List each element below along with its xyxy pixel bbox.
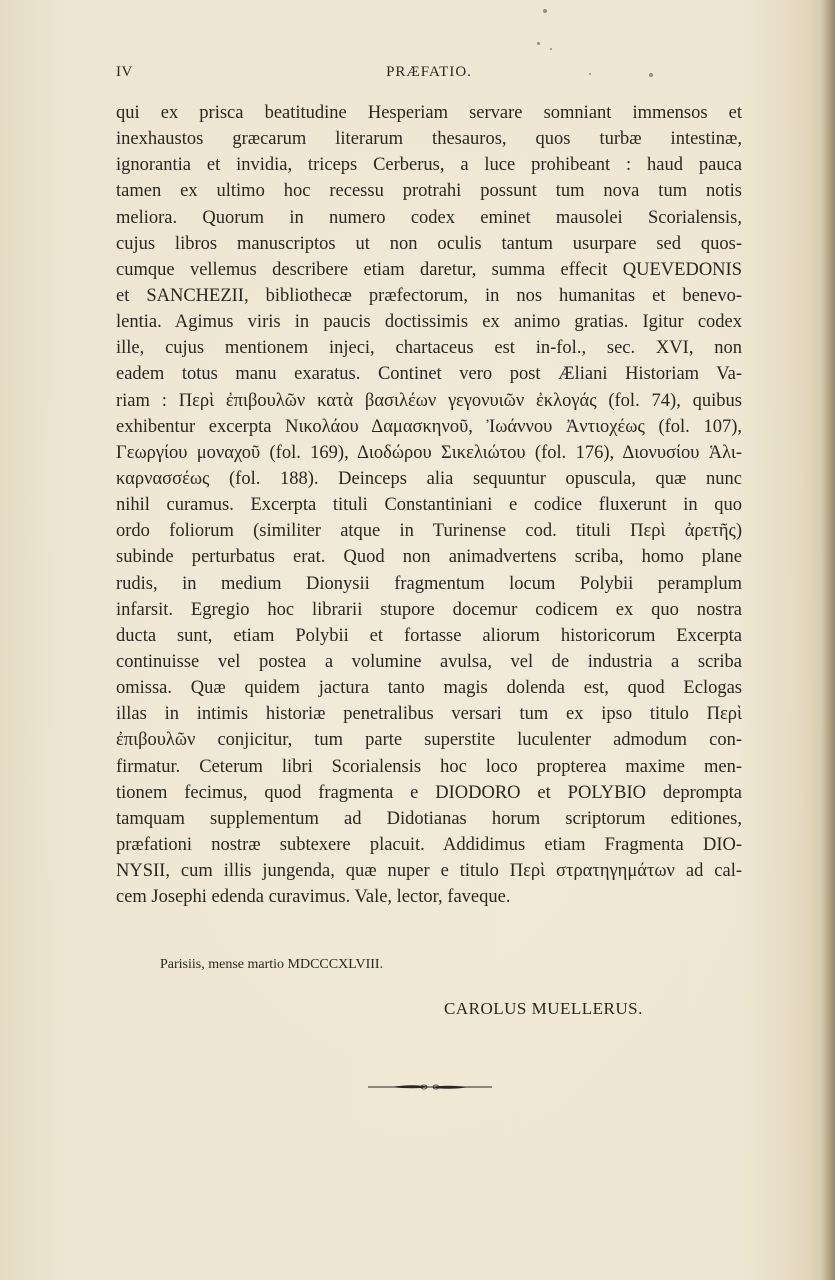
text-line: riam : Περὶ ἐπιβουλῶν κατὰ βασιλέων γεγονυιῶν ἐκλογάς (fol. 74), quibus [116,390,742,411]
text-line: et SANCHEZII, bibliothecæ præfectorum, in nos humanitas et benevo- [116,285,742,306]
page-edge-shadow [821,0,835,1280]
foxing-spot [543,9,547,13]
text-line: ille, cujus mentionem injeci, chartaceus est in-fol., sec. XVI, non [116,338,742,359]
text-line: cem Josephi edenda curavimus. Vale, lector, faveque. [116,887,511,908]
text-line: tamen ex ultimo hoc recessu protrahi possunt tum nova tum notis [116,181,742,202]
text-line: tamquam supplementum ad Didotianas horum scriptorum editiones, [116,808,742,829]
tailpiece-rule-ornament-icon [368,1081,492,1093]
foxing-spot [649,73,653,77]
text-line: qui ex prisca beatitudine Hesperiam servare somniant immensos et [116,103,742,123]
text-line: illas in intimis historiæ penetralibus versari tum ex ipso titulo Περὶ [116,704,742,725]
text-line: omissa. Quæ quidem jactura tanto magis dolenda est, quod Eclogas [116,678,742,699]
signature: CAROLUS MUELLERUS. [444,999,643,1018]
preface-text [116,100,742,910]
foxing-spot [550,48,552,50]
text-line: NYSII, cum illis jungenda, quæ nuper e titulo Περὶ στρατηγημάτων ad cal- [116,861,742,882]
text-line: eadem totus manu exaratus. Continet vero post Æliani Historiam Va- [116,364,742,385]
text-line: subinde perturbatus erat. Quod non animadvertens scriba, homo plane [116,547,742,568]
page-number: IV [116,64,133,80]
text-line: continuisse vel postea a volumine avulsa, vel de industria a scriba [116,651,742,672]
text-line: infarsit. Egregio hoc librarii stupore docemur codicem ex quo nostra [116,599,742,620]
text-line: rudis, in medium Dionysii fragmentum locum Polybii peramplum [116,573,742,594]
text-line: exhibentur excerpta Νικολάου Δαμασκηνοῦ, Ἰωάννου Ἀντιοχέως (fol. 107), [116,416,742,437]
text-line: nihil curamus. Excerpta tituli Constantiniani e codice fluxerunt in quo [116,495,742,516]
text-line: ordo foliorum (similiter atque in Turinense cod. tituli Περὶ ἀρετῆς) [116,521,742,542]
foxing-spot [589,73,591,75]
text-line: præfationi nostræ subtexere placuit. Addidimus etiam Fragmenta DIO- [116,834,742,855]
text-line: lentia. Agimus viris in paucis doctissimis ex animo gratias. Igitur codex [116,312,742,333]
text-line: meliora. Quorum in numero codex eminet mausolei Scorialensis, [116,207,742,228]
text-line: firmatur. Ceterum libri Scorialensis hoc loco propterea maxime men- [116,756,742,777]
dateline: Parisiis, mense martio MDCCCXLVIII. [160,957,384,972]
text-line: ignorantia et invidia, triceps Cerberus, a luce prohibeant : haud pauca [116,155,742,176]
text-line: cujus libros manuscriptos ut non oculis tantum usurpare sed quos- [116,233,742,254]
text-line: Γεωργίου μοναχοῦ (fol. 169), Διοδώρου Σικελιώτου (fol. 176), Διονυσίου Ἁλι- [116,442,742,463]
text-line: inexhaustos græcarum literarum thesauros, quos turbæ intestinæ, [116,129,742,150]
text-line: cumque vellemus describere etiam daretur, summa effecit QUEVEDONIS [116,259,742,280]
foxing-spot [537,42,540,45]
running-title: PRÆFATIO. [386,64,472,80]
text-line: ἐπιβουλῶν conjicitur, tum parte superstite luculenter admodum con- [116,730,742,751]
text-line: tionem fecimus, quod fragmenta e DIODORO et POLYBIO deprompta [116,782,742,803]
text-line: καρνασσέως (fol. 188). Deinceps alia sequuntur opuscula, quæ nunc [116,468,742,489]
text-line: ducta sunt, etiam Polybii et fortasse aliorum historicorum Excerpta [116,625,742,646]
